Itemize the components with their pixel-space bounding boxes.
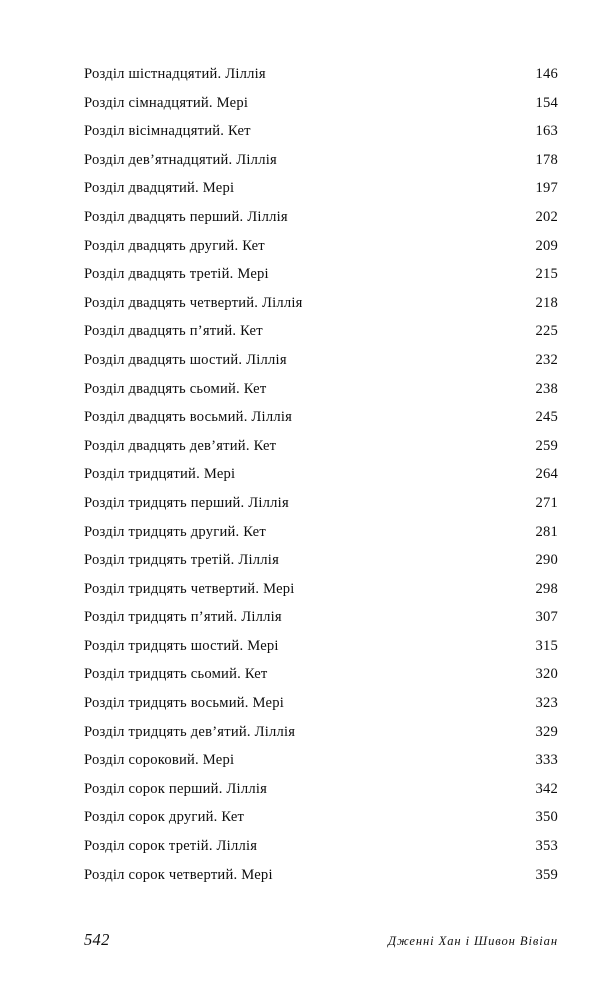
- toc-entry-title: Розділ тридцять сьомий. Кет: [84, 666, 268, 683]
- toc-entry[interactable]: [84, 746, 558, 775]
- toc-entry-page-number: 225: [535, 323, 558, 340]
- toc-entry-title: Розділ тридцять другий. Кет: [84, 523, 266, 540]
- toc-dot-leader: [240, 464, 534, 479]
- toc-entry[interactable]: [84, 432, 558, 461]
- toc-dot-leader: [284, 635, 535, 650]
- toc-entry-page-number: 315: [535, 637, 558, 654]
- toc-entry-title: Розділ тридцять четвертий. Мері: [84, 580, 295, 597]
- toc-entry-title: Розділ дев’ятнадцятий. Ліллія: [84, 151, 277, 168]
- toc-entry[interactable]: [84, 317, 558, 346]
- toc-entry-page-number: 271: [535, 494, 558, 511]
- toc-entry-page-number: 342: [535, 780, 558, 797]
- running-head-authors: Дженні Хан і Шивон Вівіан: [388, 934, 558, 948]
- toc-dot-leader: [278, 864, 535, 879]
- toc-dot-leader: [262, 835, 534, 850]
- toc-entry-title: Розділ двадцять сьомий. Кет: [84, 380, 267, 397]
- toc-dot-leader: [282, 149, 535, 164]
- toc-entry-page-number: 232: [535, 351, 558, 368]
- toc-entry-title: Розділ сорок другий. Кет: [84, 809, 245, 826]
- toc-entry-title: Розділ сімнадцятий. Мері: [84, 94, 249, 111]
- toc-entry-page-number: 281: [535, 523, 558, 540]
- toc-entry-page-number: 323: [535, 695, 558, 712]
- toc-entry-page-number: 197: [535, 180, 558, 197]
- toc-entry[interactable]: [84, 775, 558, 804]
- toc-entry-title: Розділ шістнадцятий. Ліллія: [84, 66, 266, 82]
- toc-entry[interactable]: [84, 803, 558, 832]
- toc-entry-title: Розділ сороковий. Мері: [84, 752, 235, 769]
- toc-entry[interactable]: [84, 546, 558, 575]
- toc-entry-page-number: 359: [535, 866, 558, 883]
- toc-entry[interactable]: [84, 518, 558, 547]
- toc-dot-leader: [292, 349, 535, 364]
- toc-dot-leader: [297, 407, 534, 422]
- toc-dot-leader: [274, 264, 535, 279]
- toc-dot-leader: [308, 292, 535, 307]
- toc-entry[interactable]: [84, 632, 558, 661]
- toc-entry-title: Розділ двадцять другий. Кет: [84, 237, 265, 254]
- toc-entry-page-number: 350: [535, 809, 558, 826]
- toc-entry-page-number: 298: [535, 580, 558, 597]
- toc-entry[interactable]: [84, 117, 558, 146]
- toc-entry-title: Розділ двадцять четвертий. Ліллія: [84, 294, 303, 311]
- toc-entry[interactable]: [84, 660, 558, 689]
- toc-entry-title: Розділ тридцять дев’ятий. Ліллія: [84, 723, 296, 740]
- toc-entry-page-number: 209: [535, 237, 558, 254]
- toc-entry-title: Розділ вісімнадцятий. Кет: [84, 123, 251, 140]
- toc-entry-title: Розділ тридцять п’ятий. Ліллія: [84, 609, 282, 626]
- toc-dot-leader: [293, 206, 535, 221]
- toc-entry[interactable]: [84, 346, 558, 375]
- toc-dot-leader: [273, 664, 535, 679]
- toc-dot-leader: [271, 63, 535, 78]
- toc-entry-title: Розділ двадцять дев’ятий. Кет: [84, 437, 277, 454]
- table-of-contents-list: [84, 60, 558, 889]
- toc-entry-title: Розділ двадцять п’ятий. Кет: [84, 323, 263, 340]
- toc-dot-leader: [300, 721, 534, 736]
- toc-entry[interactable]: [84, 861, 558, 890]
- toc-entry[interactable]: [84, 689, 558, 718]
- toc-entry-page-number: 264: [535, 466, 558, 483]
- toc-entry-title: Розділ сорок третій. Ліллія: [84, 838, 258, 855]
- toc-entry-page-number: 329: [535, 723, 558, 740]
- toc-entry[interactable]: [84, 460, 558, 489]
- toc-dot-leader: [287, 607, 535, 622]
- toc-entry-title: Розділ сорок четвертий. Мері: [84, 866, 273, 883]
- toc-entry-page-number: 215: [535, 266, 558, 283]
- toc-dot-leader: [284, 550, 534, 565]
- toc-entry-page-number: 163: [535, 123, 558, 140]
- toc-entry-title: Розділ двадцять восьмий. Ліллія: [84, 409, 293, 426]
- toc-dot-leader: [270, 235, 535, 250]
- toc-entry[interactable]: [84, 375, 558, 404]
- toc-entry-title: Розділ тридцять перший. Ліллія: [84, 494, 289, 511]
- toc-entry-page-number: 320: [535, 666, 558, 683]
- toc-dot-leader: [289, 692, 535, 707]
- toc-entry-page-number: 259: [535, 437, 558, 454]
- toc-entry-page-number: 245: [535, 409, 558, 426]
- toc-entry[interactable]: [84, 260, 558, 289]
- toc-entry[interactable]: [84, 232, 558, 261]
- folio-page-number: 542: [84, 930, 110, 949]
- toc-dot-leader: [256, 121, 535, 136]
- toc-entry-page-number: 353: [535, 838, 558, 855]
- toc-entry[interactable]: [84, 174, 558, 203]
- toc-entry[interactable]: [84, 718, 558, 747]
- toc-dot-leader: [300, 578, 535, 593]
- toc-dot-leader: [268, 321, 535, 336]
- toc-entry-title: Розділ двадцять перший. Ліллія: [84, 208, 288, 225]
- toc-dot-leader: [239, 750, 534, 765]
- toc-entry-title: Розділ тридцять шостий. Мері: [84, 637, 279, 654]
- toc-entry[interactable]: [84, 89, 558, 118]
- toc-entry[interactable]: [84, 832, 558, 861]
- toc-entry-title: Розділ двадцять третій. Мері: [84, 266, 269, 283]
- toc-dot-leader: [271, 521, 535, 536]
- toc-entry-page-number: 238: [535, 380, 558, 397]
- toc-dot-leader: [294, 492, 535, 507]
- toc-entry-title: Розділ тридцятий. Мері: [84, 466, 236, 483]
- toc-entry-title: Розділ тридцять восьмий. Мері: [84, 695, 284, 712]
- page-footer: [84, 930, 558, 956]
- toc-entry-page-number: 154: [535, 94, 558, 111]
- toc-entry-page-number: 146: [535, 66, 558, 82]
- toc-entry[interactable]: [84, 403, 558, 432]
- toc-entry[interactable]: [84, 60, 558, 89]
- toc-entry-title: Розділ двадцять шостий. Ліллія: [84, 351, 287, 368]
- toc-entry-page-number: 202: [535, 208, 558, 225]
- toc-entry-page-number: 333: [535, 752, 558, 769]
- toc-entry-title: Розділ сорок перший. Ліллія: [84, 780, 268, 797]
- toc-dot-leader: [249, 807, 534, 822]
- toc-entry[interactable]: [84, 289, 558, 318]
- toc-dot-leader: [281, 435, 534, 450]
- toc-entry-page-number: 290: [535, 552, 558, 569]
- toc-dot-leader: [272, 778, 534, 793]
- toc-dot-leader: [239, 178, 534, 193]
- toc-entry-page-number: 307: [535, 609, 558, 626]
- toc-entry-title: Розділ двадцятий. Мері: [84, 180, 235, 197]
- toc-entry[interactable]: [84, 489, 558, 518]
- toc-entry[interactable]: [84, 603, 558, 632]
- toc-entry-title: Розділ тридцять третій. Ліллія: [84, 552, 280, 569]
- toc-entry[interactable]: [84, 203, 558, 232]
- toc-dot-leader: [271, 378, 534, 393]
- toc-entry[interactable]: [84, 146, 558, 175]
- toc-entry[interactable]: [84, 575, 558, 604]
- toc-entry-page-number: 218: [535, 294, 558, 311]
- toc-dot-leader: [253, 92, 534, 107]
- toc-entry-page-number: 178: [535, 151, 558, 168]
